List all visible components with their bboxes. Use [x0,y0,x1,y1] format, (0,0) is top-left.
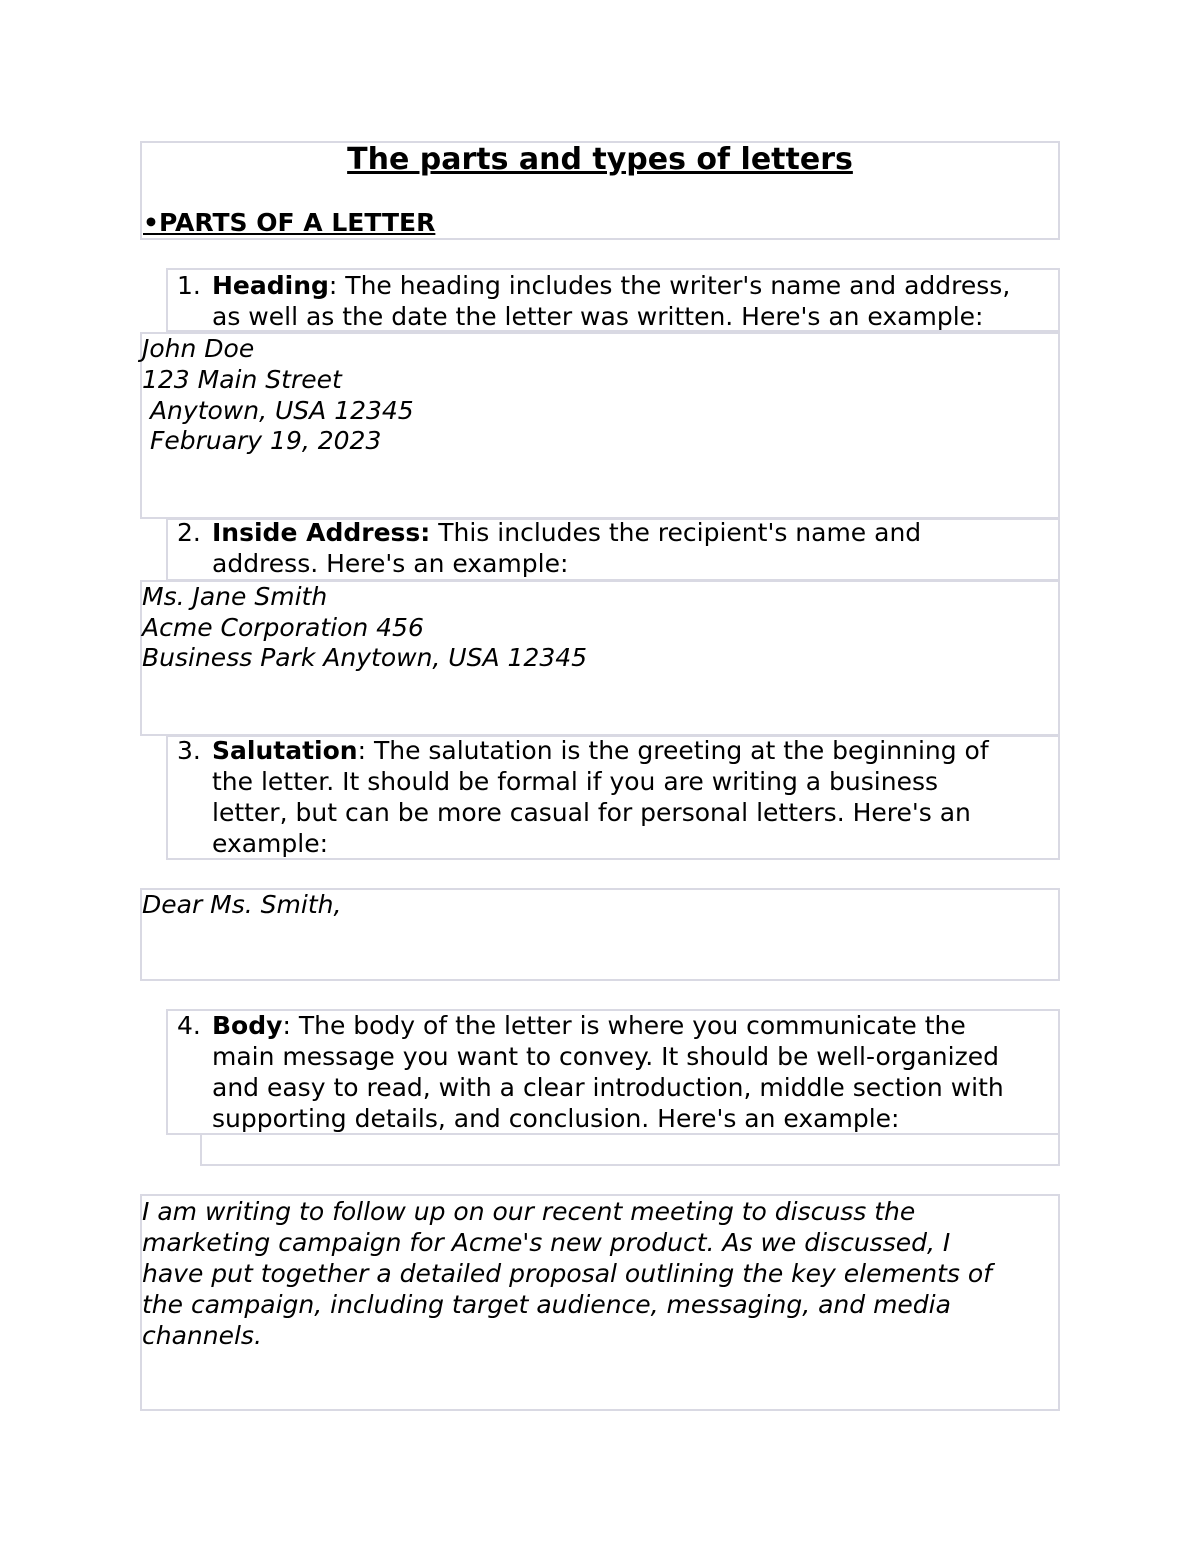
item-1-text: The heading includes the writer's name and address, [337,271,1011,300]
item-1-sep: : [328,271,338,300]
item-4-term: Body [212,1011,283,1040]
item-2-number: 2. [177,518,201,547]
example-1-line-2: 123 Main Street [142,365,342,394]
section-heading [143,207,435,238]
item-3-line-3: letter, but can be more casual for personal letters. Here's an [212,798,971,827]
item-1-line-2: as well as the date the letter was written. Here's an example: [212,302,984,331]
page-title: The parts and types of letters [347,142,853,177]
example-1-line-1: John Doe [142,334,255,363]
example-4-line-4: the campaign, including target audience, messaging, and media [142,1290,951,1319]
item-4-number: 4. [177,1011,201,1040]
item-1-term: Heading [212,271,329,300]
item-1-number: 1. [177,271,201,300]
example-1-line-4: February 19, 2023 [142,426,382,455]
item-2-text: This includes the recipient's name and [430,518,922,547]
item-2-line-2: address. Here's an example: [212,549,569,578]
item-4-line-4: supporting details, and conclusion. Here's an example: [212,1104,900,1133]
item-2-term: Inside Address: [212,518,431,547]
item-3-number: 3. [177,736,201,765]
item-2-line-1 [212,517,921,548]
example-4-line-1: I am writing to follow up on our recent meeting to discuss the [142,1197,916,1226]
item-3-line-4: example: [212,829,329,858]
item-3-text: The salutation is the greeting at the beginning of [366,736,989,765]
section-heading-text: PARTS OF A LETTER [158,208,436,237]
example-4-line-5: channels. [142,1321,262,1350]
item-3-line-1 [212,735,989,766]
item-4-line-3: and easy to read, with a clear introduction, middle section with [212,1073,1004,1102]
example-2-line-1: Ms. Jane Smith [142,582,328,611]
item-4-line-1 [212,1010,966,1041]
example-4-line-2: marketing campaign for Acme's new product. As we discussed, I [142,1228,951,1257]
example-2-line-3: Business Park Anytown, USA 12345 [142,643,588,672]
item-1-line-1 [212,270,1010,301]
example-2-line-2: Acme Corporation 456 [142,613,424,642]
empty-box [200,1133,1060,1166]
example-3-line-1: Dear Ms. Smith, [142,890,342,919]
item-4-sep: : [282,1011,291,1040]
item-3-term: Salutation [212,736,358,765]
example-1-line-3: Anytown, USA 12345 [142,396,414,425]
item-4-text: The body of the letter is where you communicate the [290,1011,966,1040]
example-4-line-3: have put together a detailed proposal outlining the key elements of [142,1259,992,1288]
item-3-sep: : [357,736,366,765]
section-bullet: • [143,208,159,237]
item-4-line-2: main message you want to convey. It should be well-organized [212,1042,999,1071]
item-3-line-2: the letter. It should be formal if you are writing a business [212,767,939,796]
